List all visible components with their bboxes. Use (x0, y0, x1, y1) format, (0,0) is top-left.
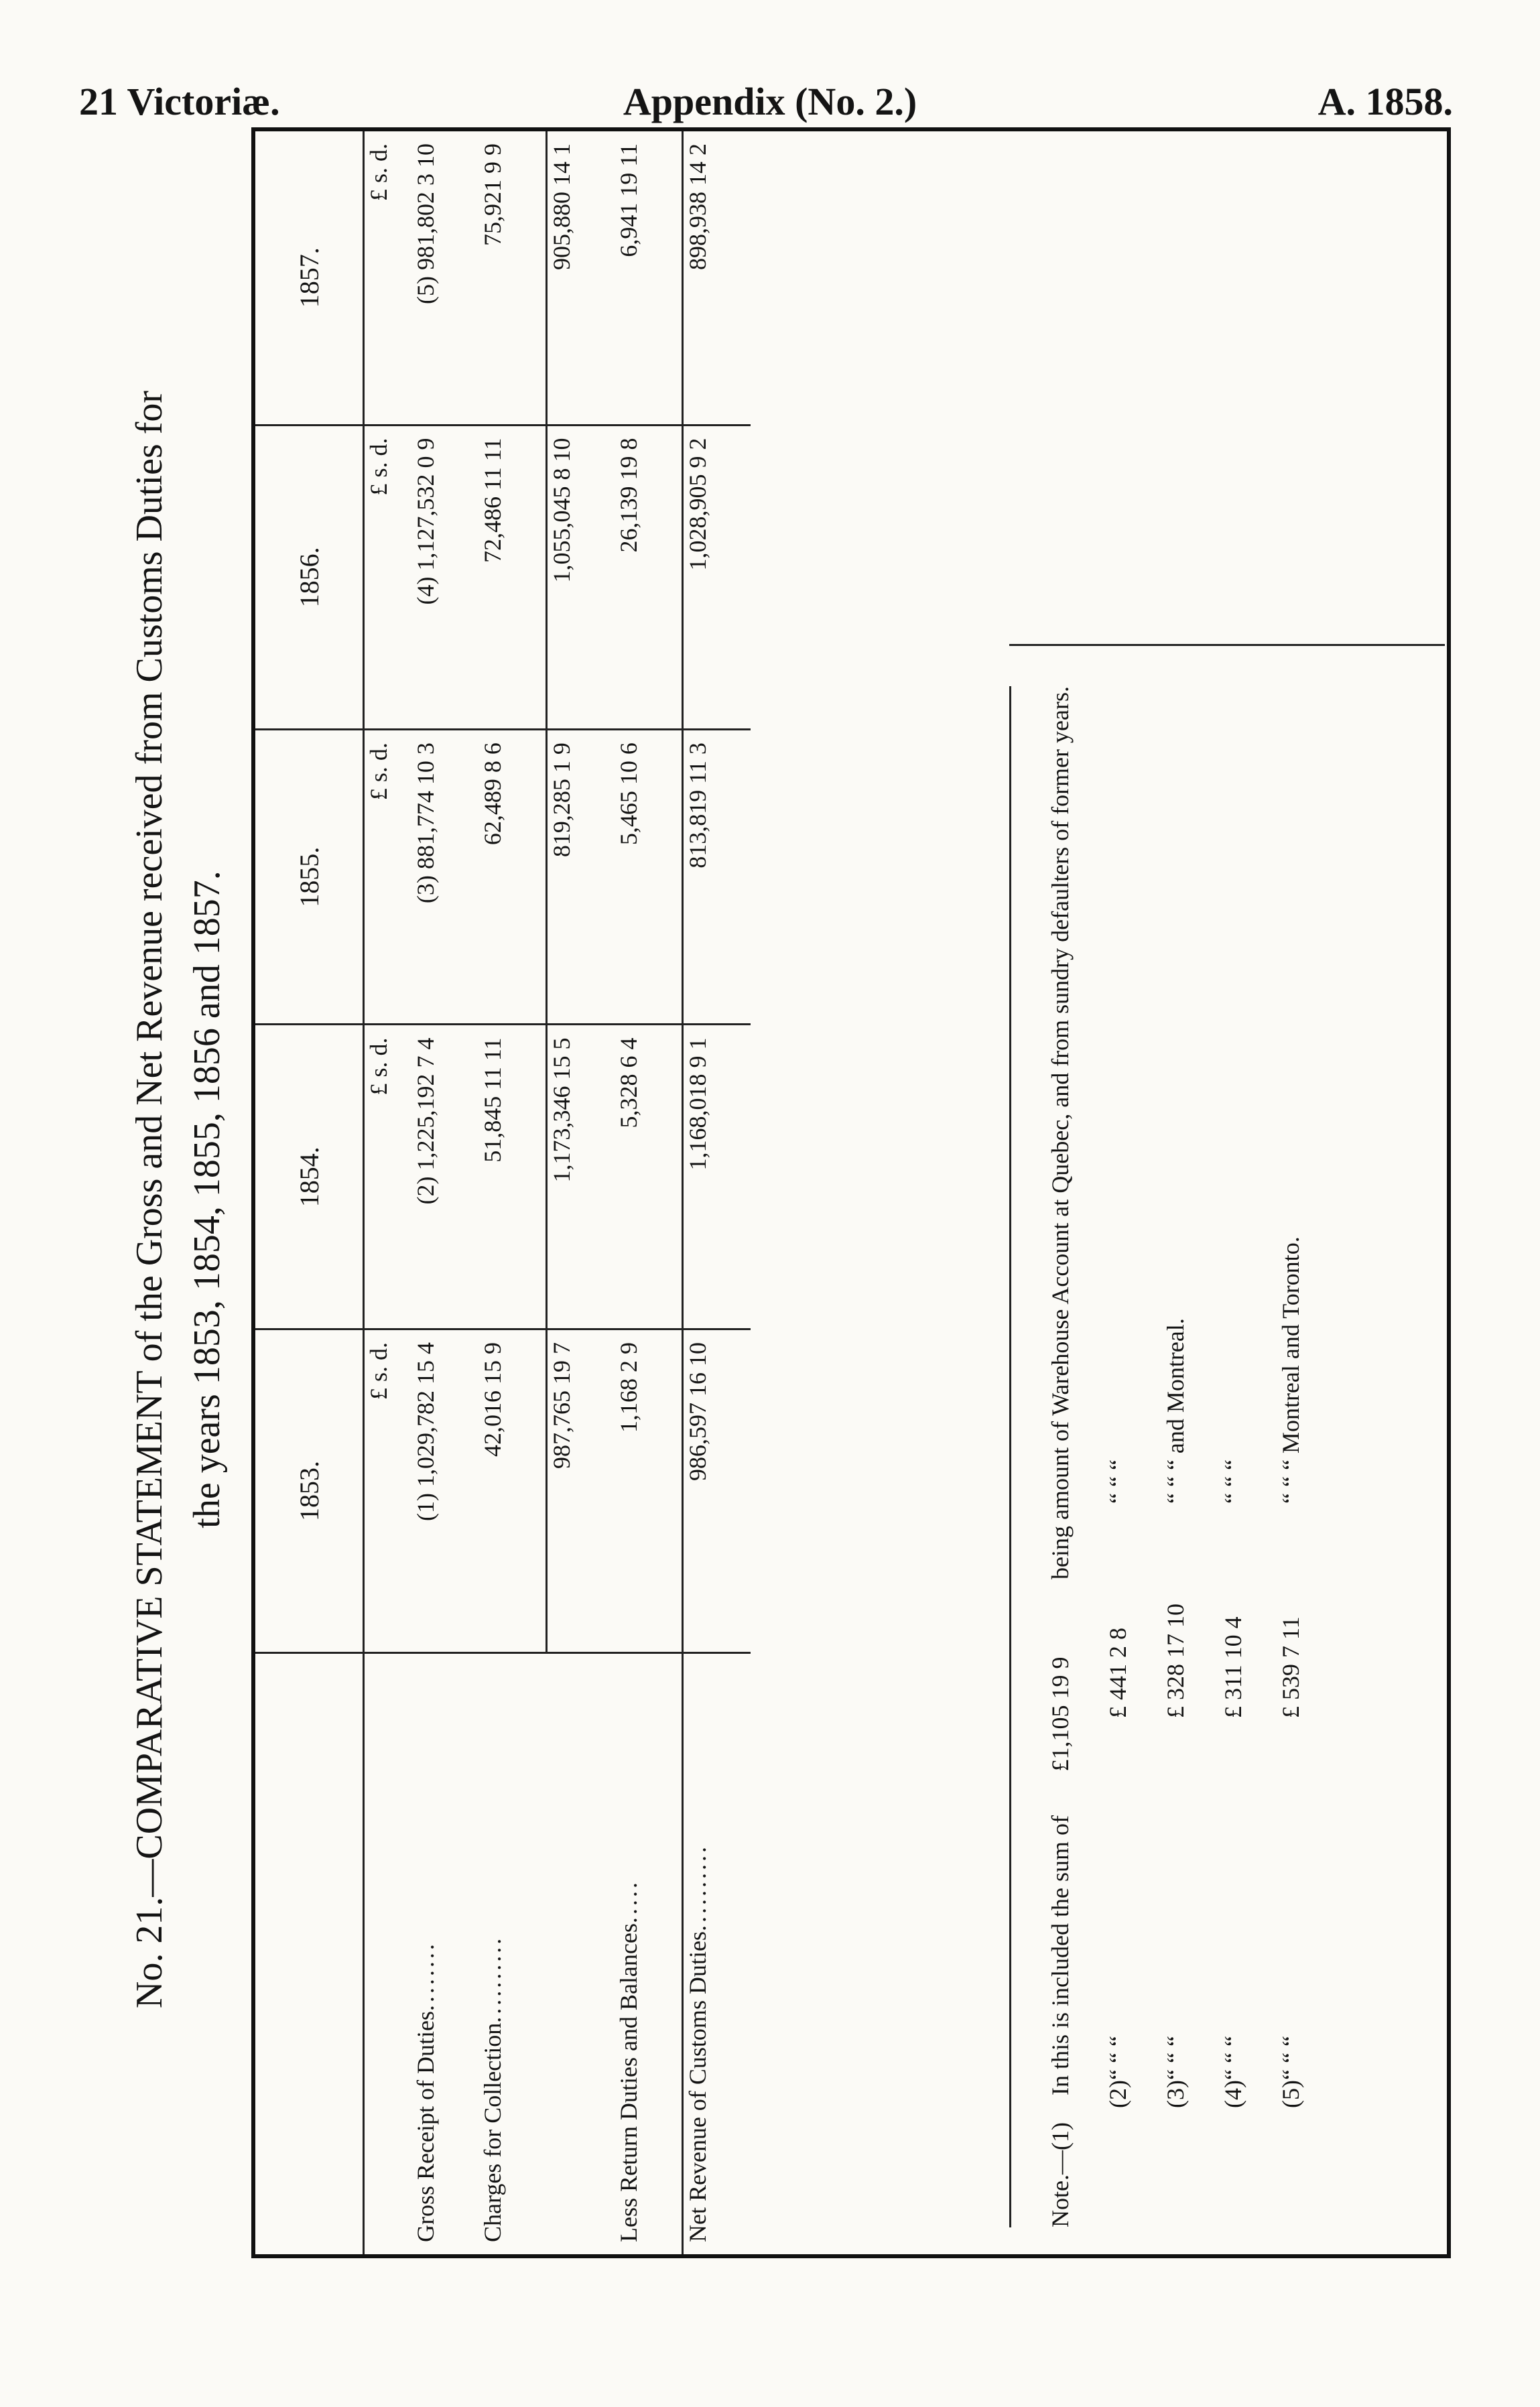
note-amount: £ 539 7 11 (1277, 1616, 1304, 1718)
notes-section (1009, 686, 1320, 2227)
units-label: £ s. d. (364, 1025, 412, 1329)
table-cell: 26,139 19 8 (615, 425, 683, 730)
table-cell: 987,765 19 7 (547, 1329, 615, 1653)
units-label: £ s. d. (364, 131, 412, 425)
header-session: 21 Victoriæ. (79, 80, 280, 123)
note-line (1089, 686, 1147, 2227)
table-cell: 905,880 14 1 (547, 131, 615, 425)
note-text: “ “ “ (1220, 2036, 1246, 2080)
table-cell: 51,845 11 11 (478, 1025, 547, 1329)
table-row-subtotal (547, 131, 615, 2254)
year-1857: 1857. (255, 131, 364, 425)
note-mark: (4) (1220, 2080, 1246, 2108)
table-cell: (1) 1,029,782 15 4 (411, 1329, 478, 1653)
units-label: £ s. d. (364, 730, 412, 1025)
header-appendix: Appendix (No. 2.) (623, 80, 917, 123)
row-label: Charges for Collection (479, 2022, 506, 2242)
table-row: Less Return Duties and Balances..... 1,168 2 9 5,328 6 4 5,465 10 6 26,139 19 8 6,941 19 11 (615, 131, 683, 2254)
note-amount: £ 311 10 4 (1220, 1616, 1246, 1718)
table-cell: 62,489 8 6 (478, 730, 547, 1025)
header-year: A. 1858. (1318, 80, 1453, 123)
note-mark: (2) (1104, 2080, 1131, 2108)
table-cell: 813,819 11 3 (683, 730, 751, 1025)
note-line (1031, 686, 1089, 2227)
table-cell: (2) 1,225,192 7 4 (411, 1025, 478, 1329)
rotated-page (94, 54, 1488, 2285)
table-cell: 1,168 2 9 (615, 1329, 683, 1653)
note-rest: “ “ “ (1220, 1459, 1246, 1504)
note-amount: £1,105 19 9 (1047, 1656, 1074, 1772)
table-cell: 75,921 9 9 (478, 131, 547, 425)
title-line-1: No. 21.—COMPARATIVE STATEMENT of the Gross and Net Revenue received from Customs Duties for (129, 390, 170, 2009)
note-amount: £ 328 17 10 (1162, 1604, 1189, 1718)
revenue-table (255, 131, 751, 2254)
note-line (1204, 686, 1262, 2227)
table-cell: 42,016 15 9 (478, 1329, 547, 1653)
row-label: Net Revenue of Customs Duties (684, 1931, 711, 2242)
note-rest: “ “ “ Montreal and Toronto. (1277, 1236, 1304, 1504)
note-mark: Note.—(1) (1047, 2122, 1074, 2227)
table-cell: 6,941 19 11 (615, 131, 683, 425)
table-cell: 72,486 11 11 (478, 425, 547, 730)
landscape-content (94, 54, 1488, 2285)
table-cell: 1,055,045 8 10 (547, 425, 615, 730)
statement-frame (251, 127, 1451, 2258)
table-cell: 5,328 6 4 (615, 1025, 683, 1329)
note-rest: “ “ “ (1104, 1459, 1131, 1504)
table-cell: 1,028,905 9 2 (683, 425, 751, 730)
table-cell: (4) 1,127,532 0 9 (411, 425, 478, 730)
units-label: £ s. d. (364, 1329, 412, 1653)
note-text: “ “ “ (1162, 2036, 1189, 2080)
note-rest: being amount of Warehouse Account at Quebec, and from sundry defaulters of former years. (1047, 686, 1074, 1579)
title-line-2: the years 1853, 1854, 1855, 1856 and 1857. (186, 870, 228, 1528)
year-1853: 1853. (255, 1329, 364, 1653)
year-1854: 1854. (255, 1025, 364, 1329)
note-text: In this is included the sum of (1047, 1815, 1074, 2096)
table-cell: 1,168,018 9 1 (683, 1025, 751, 1329)
note-mark: (5) (1277, 2080, 1304, 2108)
table-cell: 986,597 16 10 (683, 1329, 751, 1653)
year-header-row (255, 131, 364, 2254)
table-cell: 819,285 1 9 (547, 730, 615, 1025)
note-text: “ “ “ (1277, 2036, 1304, 2080)
table-cell: 898,938 14 2 (683, 131, 751, 425)
table-row: Gross Receipt of Duties........ (1) 1,029,782 15 4 (2) 1,225,192 7 4 (3) 881,774 10 3 (4) 1,127,532 0 9 (5) 981,802 3 10 (411, 131, 478, 2254)
units-row (364, 131, 412, 2254)
table-cell: (5) 981,802 3 10 (411, 131, 478, 425)
note-line (1262, 686, 1320, 2227)
note-amount: £ 441 2 8 (1104, 1628, 1131, 1718)
note-line (1147, 686, 1204, 2227)
year-1856: 1856. (255, 425, 364, 730)
statement-title (121, 141, 236, 2258)
table-cell: 1,173,346 15 5 (547, 1025, 615, 1329)
notes-divider (1009, 644, 1445, 646)
table-cell: (3) 881,774 10 3 (411, 730, 478, 1025)
year-1855: 1855. (255, 730, 364, 1025)
table-row: Charges for Collection.......... 42,016 15 9 51,845 11 11 62,489 8 6 72,486 11 11 75,921 9 9 (478, 131, 547, 2254)
note-text: “ “ “ (1104, 2036, 1131, 2080)
units-label: £ s. d. (364, 425, 412, 730)
note-rest: “ “ “ and Montreal. (1162, 1318, 1189, 1504)
header-blank (255, 1653, 364, 2255)
row-label: Less Return Duties and Balances (615, 1923, 642, 2242)
table-row-total: Net Revenue of Customs Duties.......... 986,597 16 10 1,168,018 9 1 813,819 11 3 1,028,905 9 2 898,938 14 2 (683, 131, 751, 2254)
note-mark: (3) (1162, 2080, 1189, 2108)
table-cell: 5,465 10 6 (615, 730, 683, 1025)
row-label: Gross Receipt of Duties (412, 2011, 439, 2242)
